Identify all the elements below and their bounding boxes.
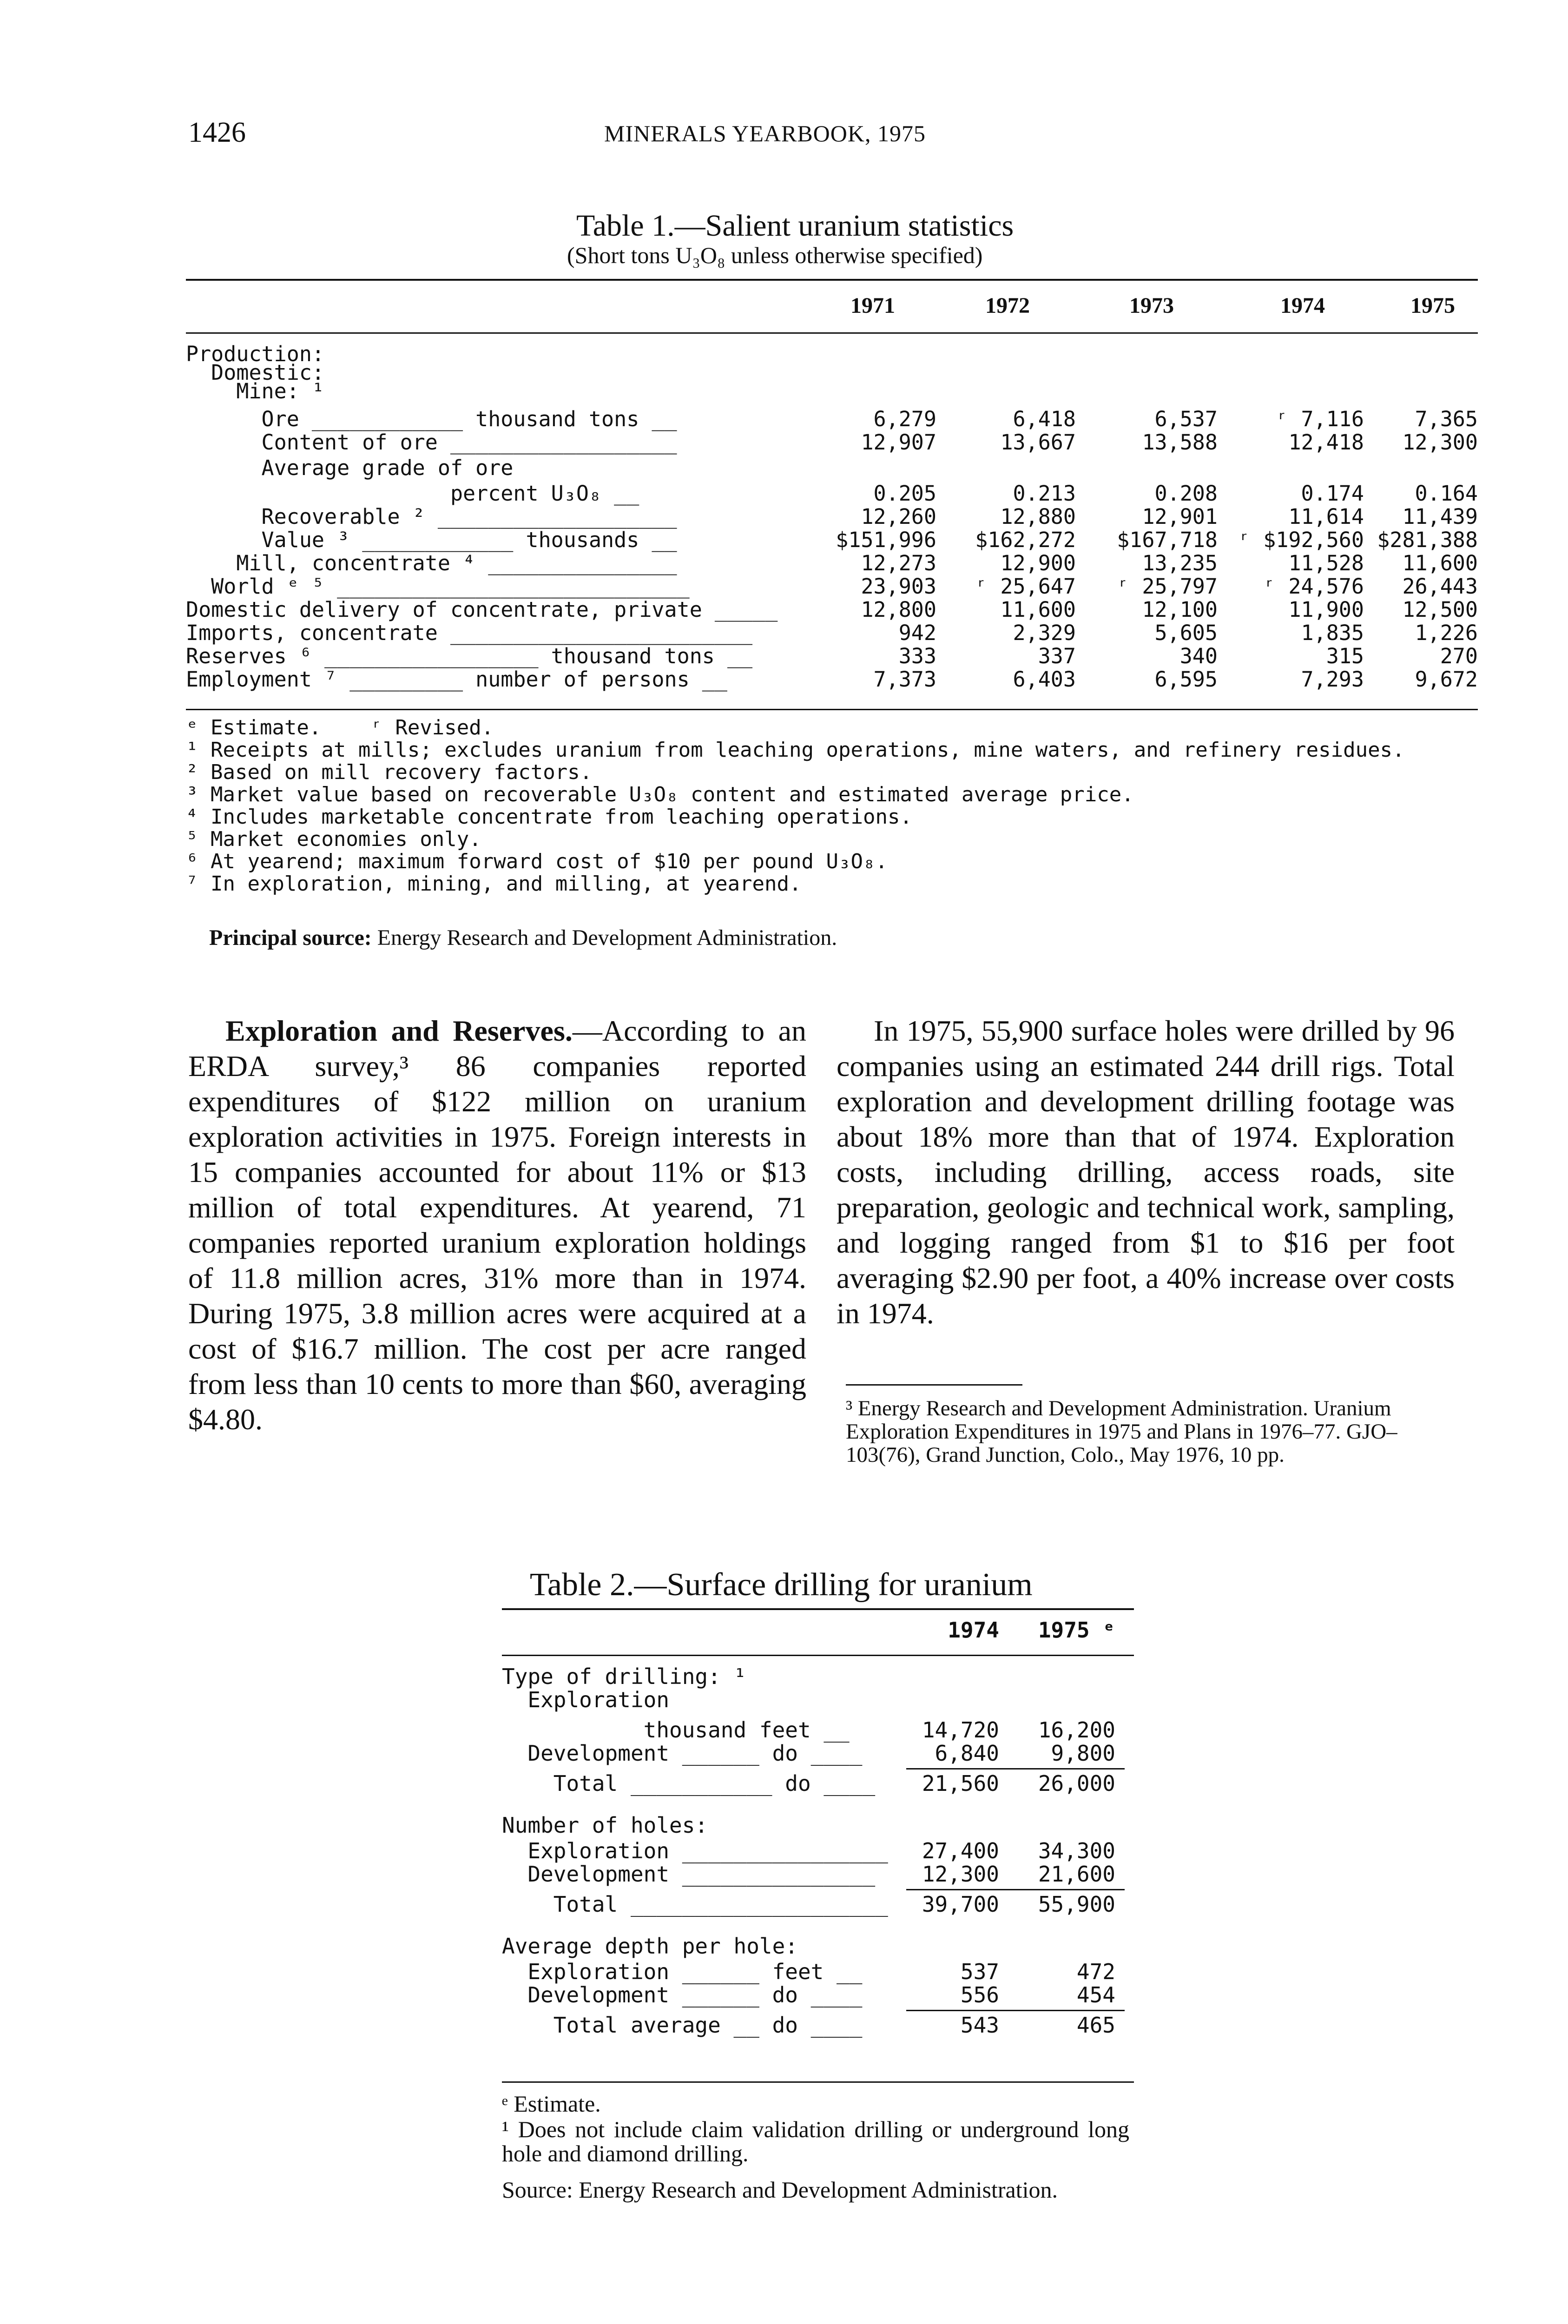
table1-cell: 340	[1179, 644, 1218, 668]
table1-cell: $151,996	[836, 528, 936, 552]
table1-row-label: Average grade of ore	[186, 456, 514, 480]
table1-cell: 0.205	[873, 481, 936, 506]
table1-cell: 0.164	[1415, 481, 1478, 506]
table2-row-label: Total average __ do ____	[502, 2013, 863, 2038]
table1-cell: 12,500	[1402, 597, 1478, 622]
table2-cell: 12,300	[922, 1862, 999, 1887]
table2-footnote-1: ¹ Does not include claim validation drilling or underground long hole and diamond drilling.	[502, 2116, 1129, 2166]
table1-cell: 12,418	[1288, 430, 1364, 455]
table1-footnote: ⁷ In exploration, mining, and milling, at yearend.	[186, 872, 802, 896]
table1-cell: 6,279	[873, 407, 936, 431]
table1-bottom-rule	[186, 709, 1478, 710]
table1-cell: 0.213	[1013, 481, 1076, 506]
table1-cell: 12,901	[1142, 504, 1218, 529]
table2-cell: 454	[1076, 1982, 1115, 2007]
table2-cell: 14,720	[922, 1717, 999, 1743]
page-number: 1426	[188, 117, 246, 148]
table2-title: Table 2.—Surface drilling for uranium	[530, 1567, 1033, 1603]
table1-cell: $281,388	[1377, 528, 1478, 552]
table1-cell: 2,329	[1013, 621, 1076, 645]
table1-cell: 6,537	[1154, 407, 1218, 431]
table1-cell: 7,373	[873, 667, 936, 692]
table1-cell: $167,718	[1117, 528, 1218, 552]
table1-source	[209, 925, 837, 951]
table2-row-label: Total ___________ do ____	[502, 1771, 876, 1796]
table1-footnote: ¹ Receipts at mills; excludes uranium from leaching operations, mine waters, and refinery residues.	[186, 738, 1405, 762]
table2-cell: 537	[960, 1959, 999, 1984]
table2-year: 1975 ᵉ	[1038, 1618, 1115, 1643]
table1-cell: 1,835	[1301, 621, 1364, 645]
table1-year: 1972	[985, 293, 1030, 318]
table1-cell: 0.208	[1154, 481, 1218, 506]
table1-cell: 5,605	[1154, 621, 1218, 645]
table1-cell: 12,260	[861, 504, 936, 529]
table1-row-label: World ᵉ ⁵ ____________________________	[186, 574, 690, 599]
table1-cell: 12,800	[861, 597, 936, 622]
table2-row-label: Development ______ do ____	[502, 1741, 863, 1766]
table1-cell: 11,614	[1288, 504, 1364, 529]
table1-source-text: Energy Research and Development Administration.	[377, 925, 837, 950]
table1-cell: ʳ $192,560	[1238, 528, 1364, 552]
section-heading: Exploration and Reserves.	[225, 1014, 573, 1047]
table1-title: Table 1.—Salient uranium statistics	[576, 209, 1014, 243]
footnote-rule	[846, 1384, 1022, 1386]
table2-cell: 465	[1076, 2013, 1115, 2038]
table1-cell: 7,293	[1301, 667, 1364, 692]
table2-cell: 27,400	[922, 1838, 999, 1863]
table2-cell: 21,600	[1038, 1862, 1115, 1887]
table2-row-label: Average depth per hole:	[502, 1934, 798, 1959]
table1-footnote: ³ Market value based on recoverable U₃O₈ content and estimated average price.	[186, 783, 1134, 806]
table1-cell: 13,588	[1142, 430, 1218, 455]
table1-cell: 315	[1326, 644, 1364, 668]
table1-year: 1974	[1280, 293, 1325, 318]
table1-row-label: Mill, concentrate ⁴ _______________	[186, 551, 677, 575]
table1-cell: 337	[1038, 644, 1076, 668]
table1-row-label: Production:	[186, 342, 325, 366]
table1-row-label: Mine: ¹	[186, 379, 325, 403]
table2-cell: 16,200	[1038, 1717, 1115, 1743]
table1-row-label: Domestic:	[186, 360, 325, 385]
table1-cell: 23,903	[861, 574, 936, 599]
table2-top-rule	[502, 1608, 1134, 1610]
body-column-right	[837, 1013, 1455, 1331]
table2-row-label: Exploration ________________	[502, 1838, 888, 1863]
table1-cell: ʳ 7,116	[1276, 407, 1364, 431]
table1-cell: 6,418	[1013, 407, 1076, 431]
table1-year: 1971	[850, 293, 895, 318]
table1-year: 1973	[1129, 293, 1174, 318]
table1-cell: 1,226	[1415, 621, 1478, 645]
table1-cell: 9,672	[1415, 667, 1478, 692]
table1-cell: 12,300	[1402, 430, 1478, 455]
table1-cell: 6,403	[1013, 667, 1076, 692]
table1-footnote: ᵉ Estimate. ʳ Revised.	[186, 716, 494, 739]
table1-year: 1975	[1410, 293, 1455, 318]
table1-cell: 12,880	[1000, 504, 1076, 529]
table1-footnote: ⁶ At yearend; maximum forward cost of $10 per pound U₃O₈.	[186, 850, 888, 873]
table2-source: Source: Energy Research and Development Administration.	[502, 2177, 1058, 2203]
table1-row-label: Domestic delivery of concentrate, private _____	[186, 597, 778, 622]
table1-row-label: Content of ore __________________	[186, 430, 677, 455]
table2-cell: 34,300	[1038, 1838, 1115, 1863]
table1-cell: 12,900	[1000, 551, 1076, 575]
table1-row-label: Value ³ ____________ thousands __	[186, 528, 677, 552]
table1-cell: 26,443	[1402, 574, 1478, 599]
table2-cell: 6,840	[935, 1741, 999, 1766]
paragraph-drilling: In 1975, 55,900 surface holes were drilled by 96 companies using an estimated 244 drill rigs. Total exploration and development drilling footage was about 18% more than that of 1974. Exploration costs, including drilling, access roads, site preparation, geologic and technical work, sampling, and logging ranged from $1 to $16 per foot averaging $2.90 per foot, a 40% increase over costs in 1974.	[837, 1014, 1455, 1330]
table1-cell: 12,273	[861, 551, 936, 575]
table1-cell: 11,600	[1000, 597, 1076, 622]
table2-total-rule	[906, 1889, 1125, 1890]
table2-cell: 556	[960, 1982, 999, 2007]
table1-footnote: ⁵ Market economies only.	[186, 827, 481, 851]
table1-top-rule	[186, 279, 1478, 281]
table1-cell: ʳ 24,576	[1263, 574, 1364, 599]
table1-row-label: Reserves ⁶ _________________ thousand tons __	[186, 644, 753, 668]
table2-bottom-rule	[502, 2081, 1134, 2083]
table2-row-label: thousand feet __	[502, 1717, 850, 1743]
running-header: MINERALS YEARBOOK, 1975	[604, 120, 926, 146]
table1-source-label: Principal source:	[209, 925, 372, 950]
table2-row-label: Development ______ do ____	[502, 1982, 863, 2007]
table1-cell: 11,528	[1288, 551, 1364, 575]
table1-cell: 333	[898, 644, 936, 668]
table1-cell: $162,272	[975, 528, 1076, 552]
table1-row-label: Employment ⁷ _________ number of persons __	[186, 667, 727, 692]
table2-total-rule	[906, 1768, 1125, 1769]
footnote-3: ³ Energy Research and Development Administration. Uranium Exploration Expenditures in 1975 and Plans in 1976–77. GJO–103(76), Grand Junction, Colo., May 1976, 10 pp.	[846, 1396, 1397, 1467]
table2-cell: 55,900	[1038, 1892, 1115, 1917]
table1-cell: 942	[898, 621, 936, 645]
paragraph-text: —According to an ERDA survey,³ 86 companies reported expenditures of $122 million on uranium exploration activities in 1975. Foreign interests in 15 companies accounted for about 11% or $13 million of total expenditures. At yearend, 71 companies reported uranium exploration holdings of 11.8 million acres, 31% more than in 1974. During 1975, 3.8 million acres were acquired at a cost of $16.7 million. The cost per acre ranged from less than 10 cents to more than $60, averaging $4.80.	[188, 1014, 806, 1436]
table1-cell: 11,439	[1402, 504, 1478, 529]
table1-row-label: percent U₃O₈ __	[186, 481, 639, 506]
paragraph-exploration	[188, 1013, 806, 1437]
table1-cell: ʳ 25,647	[975, 574, 1076, 599]
table2-cell: 9,800	[1051, 1741, 1115, 1766]
table2-footnote-estimate: ᵉ Estimate.	[502, 2091, 601, 2117]
table1-header-rule	[186, 332, 1478, 334]
table1-cell: 11,600	[1402, 551, 1478, 575]
table2-row-label: Exploration ______ feet __	[502, 1959, 863, 1984]
table1-cell: 12,907	[861, 430, 936, 455]
table2-cell: 21,560	[922, 1771, 999, 1796]
table1-row-label: Recoverable ² ___________________	[186, 504, 677, 529]
table2-row-label: Total ____________________	[502, 1892, 888, 1917]
table2-row-label: Development _______________	[502, 1862, 876, 1887]
table1-footnote: ⁴ Includes marketable concentrate from leaching operations.	[186, 805, 912, 829]
table2-cell: 543	[960, 2013, 999, 2038]
table2-row-label: Type of drilling: ¹	[502, 1664, 747, 1689]
table1-subtitle: (Short tons U₃O₈ unless otherwise specified)	[567, 242, 983, 268]
table1-cell: 13,235	[1142, 551, 1218, 575]
table1-cell: 12,100	[1142, 597, 1218, 622]
table1-cell: 6,595	[1154, 667, 1218, 692]
table1-cell: 11,900	[1288, 597, 1364, 622]
table1-cell: 0.174	[1301, 481, 1364, 506]
table1-footnote: ² Based on mill recovery factors.	[186, 760, 593, 784]
table1-cell: 7,365	[1415, 407, 1478, 431]
table2-cell: 39,700	[922, 1892, 999, 1917]
table2-row-label: Number of holes:	[502, 1813, 708, 1838]
table1-cell: 13,667	[1000, 430, 1076, 455]
table1-cell: 270	[1440, 644, 1478, 668]
table1-row-label: Imports, concentrate ________________________	[186, 621, 753, 645]
table2-cell: 472	[1076, 1959, 1115, 1984]
table2-header-rule	[502, 1655, 1134, 1656]
table2-cell: 26,000	[1038, 1771, 1115, 1796]
body-column-left	[188, 1013, 806, 1437]
table1-row-label: Ore ____________ thousand tons __	[186, 407, 677, 431]
table1-cell: ʳ 25,797	[1117, 574, 1218, 599]
table2-row-label: Exploration	[502, 1687, 670, 1712]
table2-year: 1974	[948, 1618, 999, 1643]
table2-total-rule	[906, 2010, 1125, 2011]
